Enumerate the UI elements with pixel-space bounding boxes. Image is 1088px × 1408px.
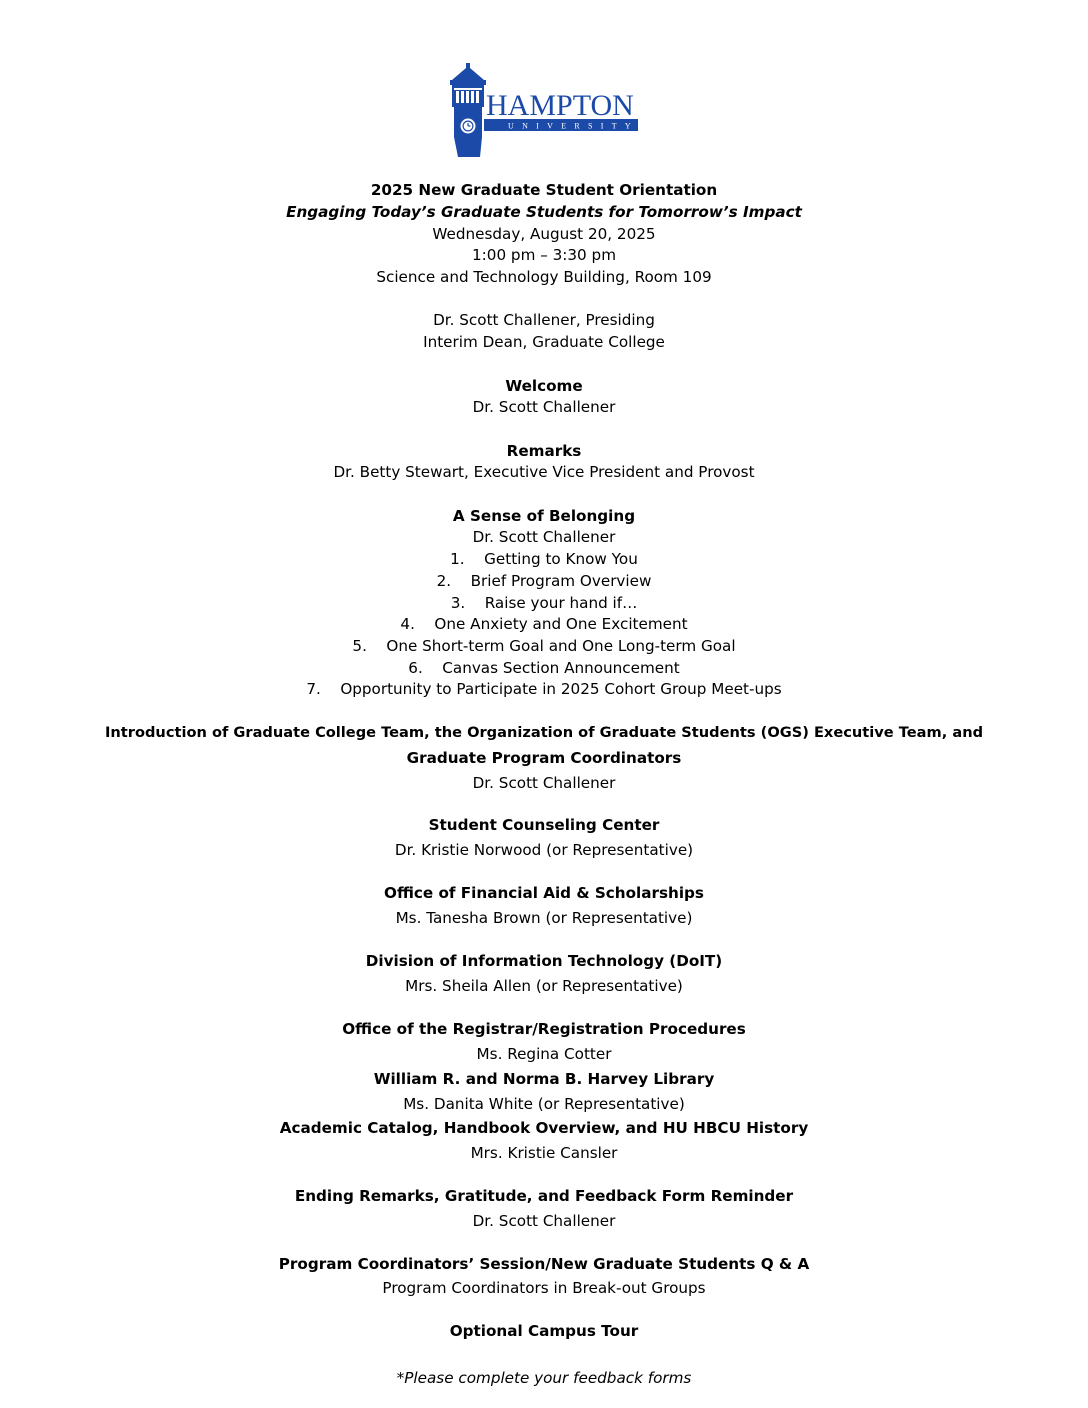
- feedback-note: *Please complete your feedback forms: [396, 1369, 692, 1387]
- ending-speaker: Dr. Scott Challener: [472, 1212, 616, 1230]
- list-item-number: 6.: [408, 659, 423, 677]
- library-speaker: Ms. Danita White (or Representative): [403, 1095, 685, 1113]
- coordinators-speaker: Program Coordinators in Break-out Groups: [382, 1279, 706, 1297]
- counseling-speaker: Dr. Kristie Norwood (or Representative): [394, 841, 694, 859]
- registrar-speaker: Ms. Regina Cotter: [476, 1045, 612, 1063]
- catalog-speaker: Mrs. Kristie Cansler: [470, 1144, 618, 1162]
- ending-heading: Ending Remarks, Gratitude, and Feedback Form Reminder: [294, 1187, 794, 1205]
- hampton-university-logo: [446, 62, 642, 160]
- list-item: [0, 571, 1088, 591]
- coordinators-heading: Program Coordinators’ Session/New Graduate Students Q & A: [278, 1255, 810, 1273]
- list-item-text: One Anxiety and One Excitement: [434, 615, 688, 633]
- list-item-text: Getting to Know You: [484, 550, 638, 568]
- list-item-text: Opportunity to Participate in 2025 Cohort Group Meet-ups: [340, 680, 782, 698]
- event-tagline: Engaging Today’s Graduate Students for Tomorrow’s Impact: [286, 203, 802, 221]
- welcome-speaker: Dr. Scott Challener: [472, 398, 616, 416]
- logo-wordmark: HAMPTON: [486, 89, 634, 122]
- logo-subtext: UNIVERSITY: [508, 121, 639, 131]
- list-item: [0, 636, 1088, 656]
- event-date: Wednesday, August 20, 2025: [432, 225, 656, 243]
- list-item: [0, 658, 1088, 678]
- list-item: [0, 614, 1088, 634]
- event-time: 1:00 pm – 3:30 pm: [472, 246, 616, 264]
- belonging-heading: A Sense of Belonging: [452, 507, 636, 525]
- list-item: [0, 549, 1088, 569]
- list-item-text: Brief Program Overview: [470, 572, 652, 590]
- introduction-speaker: Dr. Scott Challener: [472, 774, 616, 792]
- list-item-text: Raise your hand if…: [484, 594, 638, 612]
- list-item-text: Canvas Section Announcement: [442, 659, 680, 677]
- counseling-heading: Student Counseling Center: [428, 816, 660, 834]
- list-item-number: 4.: [400, 615, 415, 633]
- event-location: Science and Technology Building, Room 109: [376, 268, 712, 286]
- list-item-number: 1.: [450, 550, 465, 568]
- list-item-number: 3.: [450, 594, 466, 612]
- financial-aid-speaker: Ms. Tanesha Brown (or Representative): [395, 909, 693, 927]
- doit-heading: Division of Information Technology (DoIT): [365, 952, 723, 970]
- list-item: [0, 593, 1088, 613]
- library-heading: William R. and Norma B. Harvey Library: [373, 1070, 715, 1088]
- tour-heading: Optional Campus Tour: [449, 1322, 639, 1340]
- financial-aid-heading: Office of Financial Aid & Scholarships: [384, 884, 704, 902]
- welcome-heading: Welcome: [505, 377, 583, 395]
- remarks-speaker: Dr. Betty Stewart, Executive Vice President and Provost: [333, 463, 755, 481]
- presiding-name: Dr. Scott Challener, Presiding: [433, 311, 655, 329]
- catalog-heading: Academic Catalog, Handbook Overview, and HU HBCU History: [279, 1119, 809, 1137]
- remarks-heading: Remarks: [506, 442, 582, 460]
- registrar-heading: Office of the Registrar/Registration Procedures: [342, 1020, 746, 1038]
- presiding-title: Interim Dean, Graduate College: [423, 333, 665, 351]
- introduction-heading-line1: Introduction of Graduate College Team, the Organization of Graduate Students (OGS) Executive Team, and: [104, 724, 984, 741]
- list-item-text: One Short-term Goal and One Long-term Goal: [386, 637, 736, 655]
- list-item-number: 5.: [352, 637, 367, 655]
- introduction-heading-line2: Graduate Program Coordinators: [406, 749, 682, 767]
- belonging-speaker: Dr. Scott Challener: [472, 528, 616, 546]
- clock-tower-icon: [446, 62, 642, 160]
- list-item-number: 2.: [436, 572, 452, 590]
- list-item-number: 7.: [306, 680, 321, 698]
- list-item: [0, 679, 1088, 699]
- doit-speaker: Mrs. Sheila Allen (or Representative): [405, 977, 683, 995]
- event-title: 2025 New Graduate Student Orientation: [370, 181, 718, 199]
